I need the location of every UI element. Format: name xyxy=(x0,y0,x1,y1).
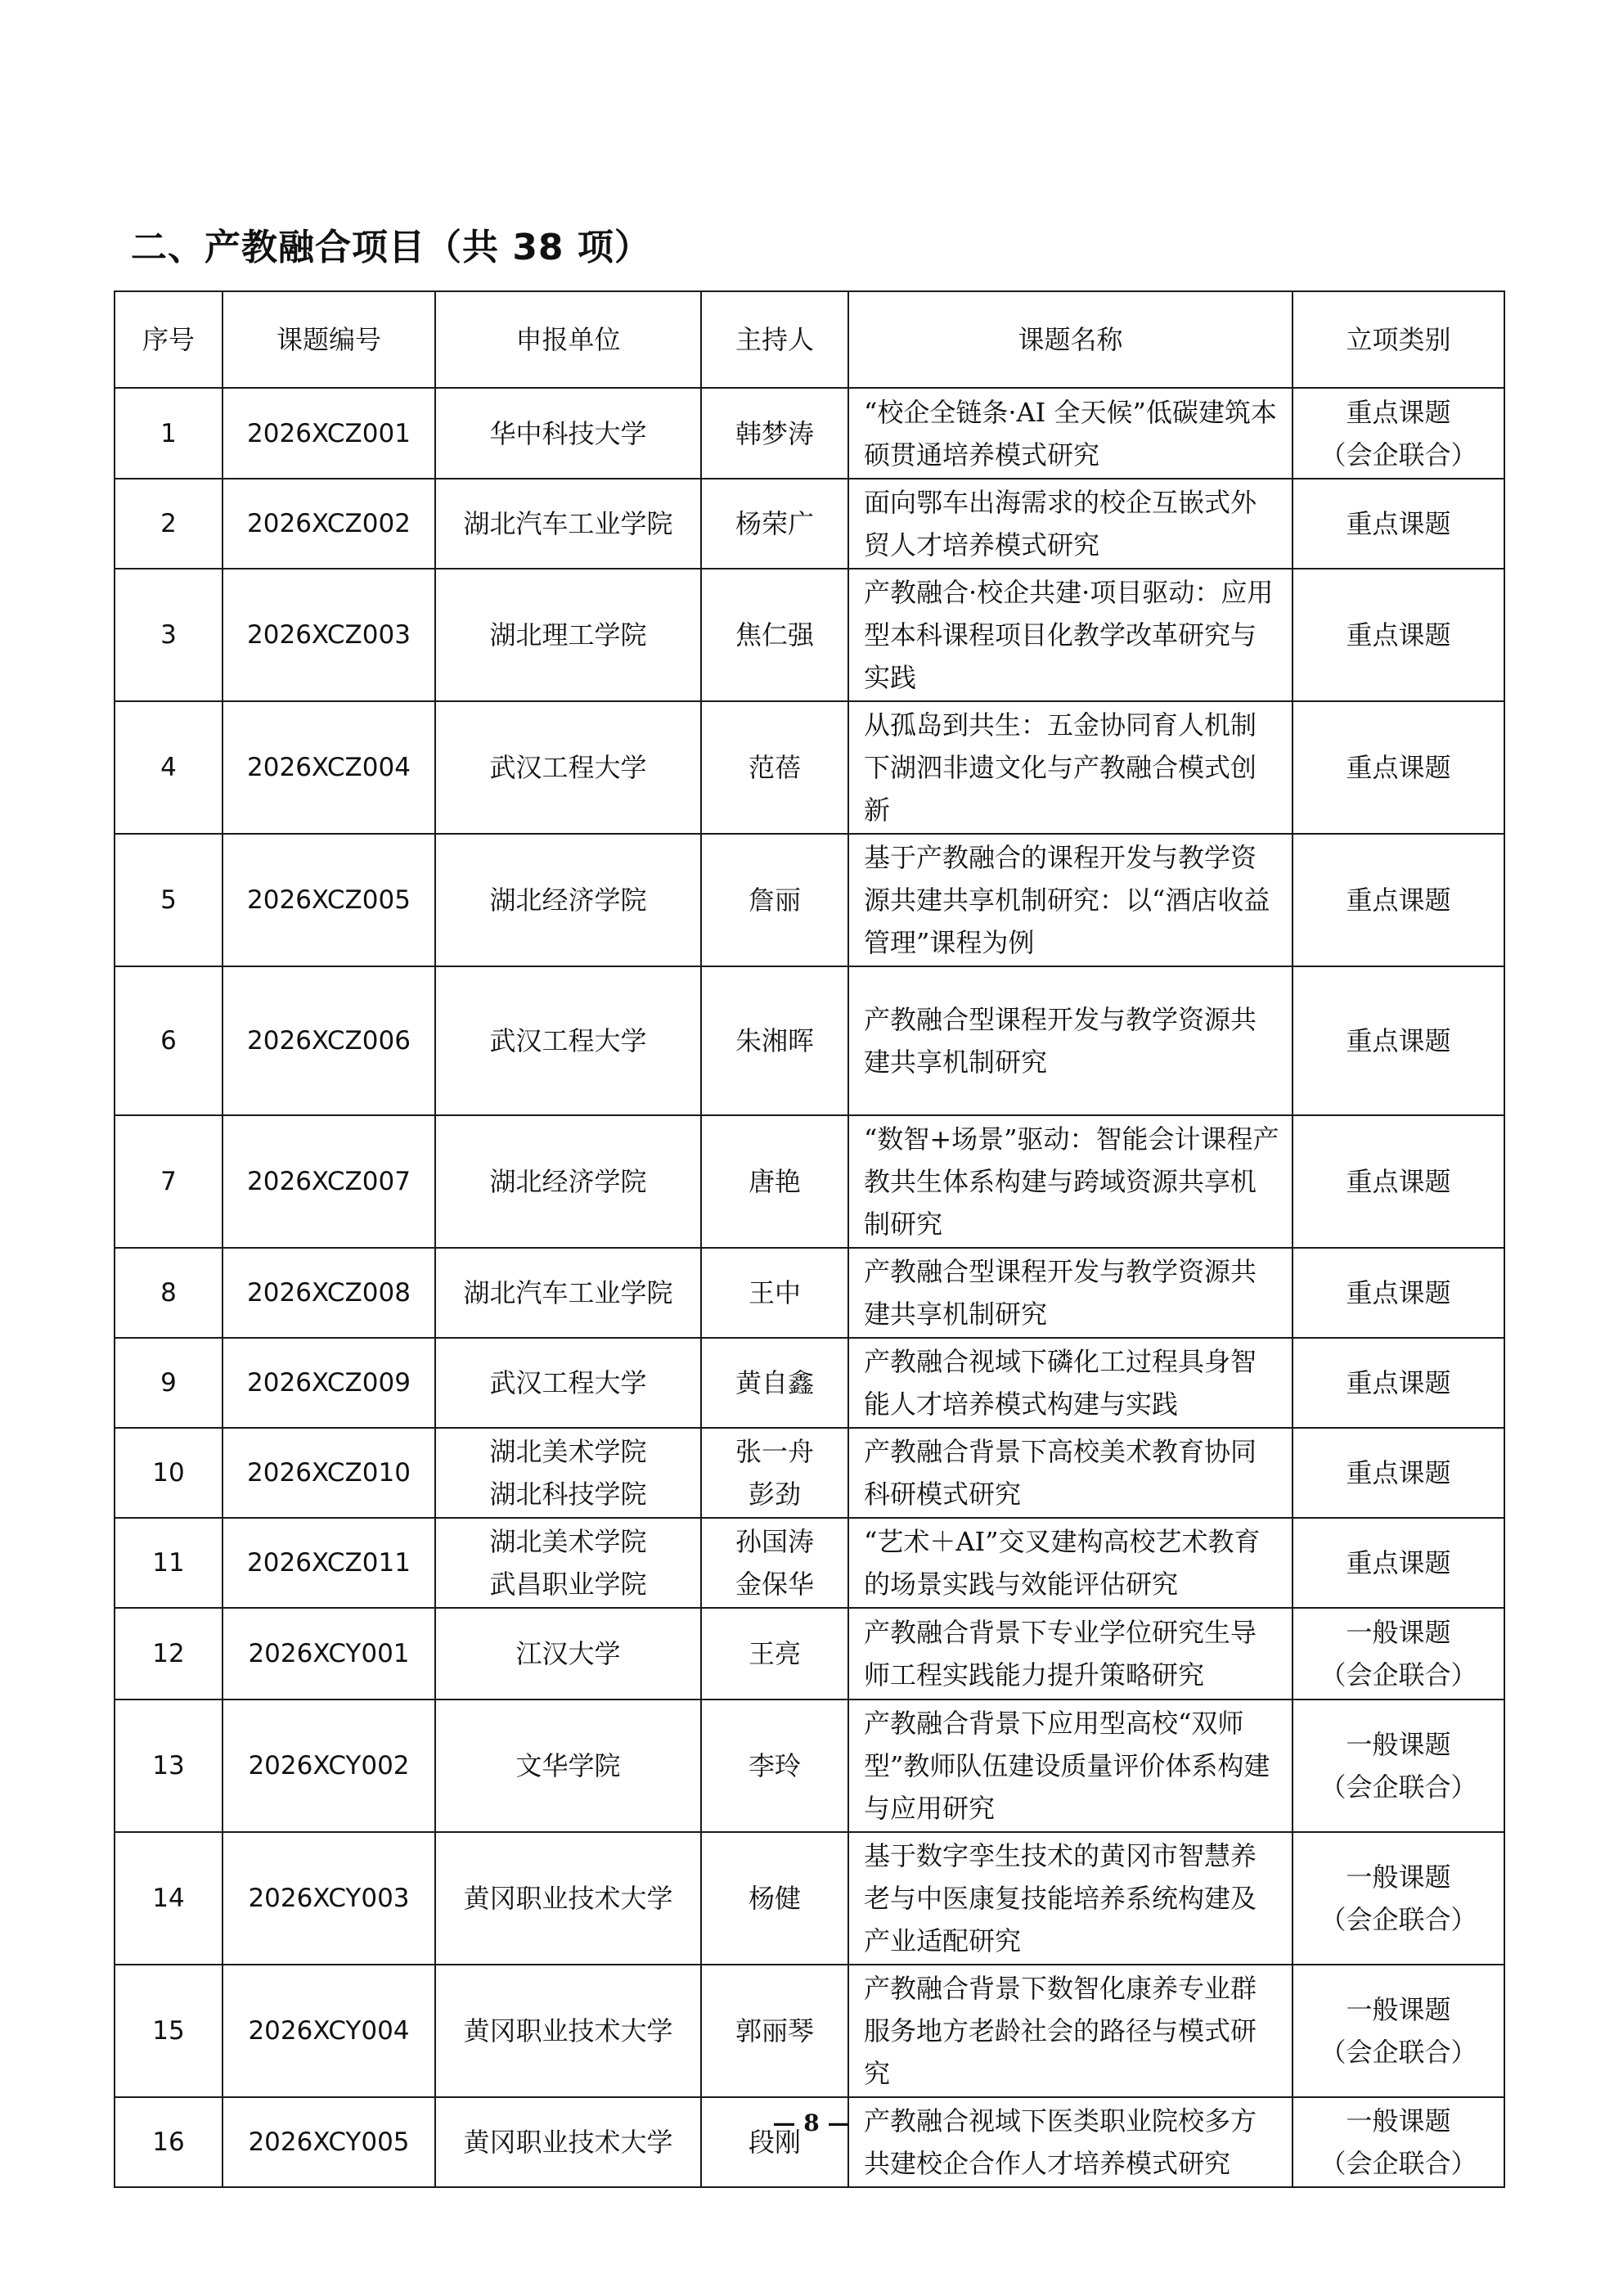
category-line: 重点课题 xyxy=(1346,1457,1451,1488)
cell-host xyxy=(701,1115,848,1248)
cell-category xyxy=(1293,1699,1504,1832)
category-line: 一般课题 xyxy=(1346,1617,1451,1648)
table-row xyxy=(115,1115,1504,1248)
cell-host xyxy=(701,569,848,701)
cell-host xyxy=(701,1428,848,1518)
cell-category xyxy=(1293,479,1504,569)
host-name: 王亮 xyxy=(748,1638,801,1669)
cell-category xyxy=(1293,1428,1504,1518)
cell-unit xyxy=(435,1699,701,1832)
cell-unit xyxy=(435,1965,701,2097)
unit-name: 湖北经济学院 xyxy=(489,1166,647,1197)
cell-code: 2026XCZ011 xyxy=(223,1518,435,1608)
unit-name: 湖北科技学院 xyxy=(489,1479,647,1510)
cell-no: 13 xyxy=(115,1699,223,1832)
cell-title: 产教融合型课程开发与教学资源共建共享机制研究 xyxy=(848,966,1293,1115)
cell-title: 产教融合·校企共建·项目驱动：应用型本科课程项目化教学改革研究与实践 xyxy=(848,569,1293,701)
cell-title: 产教融合型课程开发与教学资源共建共享机制研究 xyxy=(848,1248,1293,1338)
cell-no: 6 xyxy=(115,966,223,1115)
category-line: （会企联合） xyxy=(1320,2037,1477,2068)
host-name: 段刚 xyxy=(748,2127,801,2158)
table-row xyxy=(115,1699,1504,1832)
table-row xyxy=(115,966,1504,1115)
host-name: 焦仁强 xyxy=(735,619,814,651)
category-line: 重点课题 xyxy=(1346,1547,1451,1578)
page-number: — 8 — xyxy=(772,2109,851,2136)
category-line: 重点课题 xyxy=(1346,1025,1451,1056)
cell-no: 16 xyxy=(115,2097,223,2187)
host-name: 唐艳 xyxy=(748,1166,801,1197)
cell-category xyxy=(1293,1518,1504,1608)
table-row xyxy=(115,479,1504,569)
cell-code: 2026XCZ006 xyxy=(223,966,435,1115)
project-table xyxy=(114,290,1505,2188)
header-unit: 申报单位 xyxy=(435,291,701,388)
category-line: 一般课题 xyxy=(1346,1994,1451,2025)
category-line: （会企联合） xyxy=(1320,1772,1477,1803)
cell-no: 5 xyxy=(115,834,223,966)
table-row xyxy=(115,388,1504,479)
cell-title: 基于数字孪生技术的黄冈市智慧养老与中医康复技能培养系统构建及产业适配研究 xyxy=(848,1832,1293,1965)
cell-unit xyxy=(435,701,701,834)
cell-host xyxy=(701,1608,848,1699)
host-name: 朱湘晖 xyxy=(735,1025,814,1056)
cell-no: 12 xyxy=(115,1608,223,1699)
cell-category xyxy=(1293,1338,1504,1428)
cell-unit xyxy=(435,1608,701,1699)
cell-code: 2026XCZ007 xyxy=(223,1115,435,1248)
category-line: 一般课题 xyxy=(1346,2105,1451,2136)
cell-title: 从孤岛到共生：五金协同育人机制下湖泗非遗文化与产教融合模式创新 xyxy=(848,701,1293,834)
host-name: 张一舟 xyxy=(735,1436,814,1467)
cell-category xyxy=(1293,1965,1504,2097)
category-line: 重点课题 xyxy=(1346,752,1451,783)
cell-no: 10 xyxy=(115,1428,223,1518)
cell-category xyxy=(1293,569,1504,701)
cell-no: 7 xyxy=(115,1115,223,1248)
cell-code: 2026XCY005 xyxy=(223,2097,435,2187)
cell-title: “数智+场景”驱动：智能会计课程产教共生体系构建与跨域资源共享机制研究 xyxy=(848,1115,1293,1248)
cell-title: 面向鄂车出海需求的校企互嵌式外贸人才培养模式研究 xyxy=(848,479,1293,569)
cell-host xyxy=(701,1965,848,2097)
cell-code: 2026XCY004 xyxy=(223,1965,435,2097)
host-name: 王中 xyxy=(748,1277,801,1308)
host-name: 金保华 xyxy=(735,1569,814,1600)
cell-host xyxy=(701,966,848,1115)
cell-host xyxy=(701,834,848,966)
header-title: 课题名称 xyxy=(848,291,1293,388)
cell-host xyxy=(701,1248,848,1338)
cell-host xyxy=(701,1338,848,1428)
cell-title: “校企全链条·AI 全天候”低碳建筑本硕贯通培养模式研究 xyxy=(848,388,1293,479)
cell-category xyxy=(1293,834,1504,966)
cell-code: 2026XCZ008 xyxy=(223,1248,435,1338)
cell-category xyxy=(1293,1248,1504,1338)
unit-name: 武汉工程大学 xyxy=(489,1367,647,1398)
cell-code: 2026XCY003 xyxy=(223,1832,435,1965)
unit-name: 湖北汽车工业学院 xyxy=(463,1277,673,1308)
category-line: 重点课题 xyxy=(1346,885,1451,916)
unit-name: 湖北理工学院 xyxy=(489,619,647,651)
unit-name: 武汉工程大学 xyxy=(489,752,647,783)
cell-title: 产教融合视域下磷化工过程具身智能人才培养模式构建与实践 xyxy=(848,1338,1293,1428)
table-row xyxy=(115,569,1504,701)
cell-unit xyxy=(435,569,701,701)
cell-category xyxy=(1293,1832,1504,1965)
host-name: 郭丽琴 xyxy=(735,2015,814,2046)
category-line: （会企联合） xyxy=(1320,1904,1477,1935)
category-line: （会企联合） xyxy=(1320,1659,1477,1690)
cell-code: 2026XCZ010 xyxy=(223,1428,435,1518)
host-name: 李玲 xyxy=(748,1750,801,1781)
cell-unit xyxy=(435,388,701,479)
cell-category xyxy=(1293,1608,1504,1699)
unit-name: 黄冈职业技术大学 xyxy=(463,2015,673,2046)
cell-unit xyxy=(435,1248,701,1338)
category-line: 重点课题 xyxy=(1346,1367,1451,1398)
header-code: 课题编号 xyxy=(223,291,435,388)
cell-code: 2026XCZ003 xyxy=(223,569,435,701)
cell-unit xyxy=(435,1832,701,1965)
cell-host xyxy=(701,1518,848,1608)
cell-unit xyxy=(435,479,701,569)
cell-unit xyxy=(435,1518,701,1608)
cell-code: 2026XCZ001 xyxy=(223,388,435,479)
cell-category xyxy=(1293,966,1504,1115)
cell-no: 4 xyxy=(115,701,223,834)
unit-name: 武汉工程大学 xyxy=(489,1025,647,1056)
unit-name: 江汉大学 xyxy=(515,1638,621,1669)
header-no: 序号 xyxy=(115,291,223,388)
host-name: 詹丽 xyxy=(748,885,801,916)
category-line: 重点课题 xyxy=(1346,1166,1451,1197)
cell-code: 2026XCZ009 xyxy=(223,1338,435,1428)
host-name: 杨健 xyxy=(748,1883,801,1914)
cell-unit xyxy=(435,1338,701,1428)
cell-no: 14 xyxy=(115,1832,223,1965)
cell-category xyxy=(1293,701,1504,834)
unit-name: 华中科技大学 xyxy=(489,417,647,449)
cell-host xyxy=(701,701,848,834)
header-category: 立项类别 xyxy=(1293,291,1504,388)
cell-unit xyxy=(435,1428,701,1518)
cell-title: 产教融合背景下数智化康养专业群服务地方老龄社会的路径与模式研究 xyxy=(848,1965,1293,2097)
unit-name: 湖北经济学院 xyxy=(489,885,647,916)
cell-title: 产教融合背景下专业学位研究生导师工程实践能力提升策略研究 xyxy=(848,1608,1293,1699)
cell-title: 产教融合视域下医类职业院校多方共建校企合作人才培养模式研究 xyxy=(848,2097,1293,2187)
unit-name: 湖北美术学院 xyxy=(489,1526,647,1557)
table-row xyxy=(115,701,1504,834)
category-line: 重点课题 xyxy=(1346,508,1451,539)
category-line: （会企联合） xyxy=(1320,2148,1477,2179)
cell-no: 15 xyxy=(115,1965,223,2097)
cell-title: 产教融合背景下高校美术教育协同科研模式研究 xyxy=(848,1428,1293,1518)
cell-title: 基于产教融合的课程开发与教学资源共建共享机制研究：以“酒店收益管理”课程为例 xyxy=(848,834,1293,966)
cell-code: 2026XCZ002 xyxy=(223,479,435,569)
cell-category xyxy=(1293,1115,1504,1248)
cell-no: 8 xyxy=(115,1248,223,1338)
unit-name: 湖北美术学院 xyxy=(489,1436,647,1467)
page-title: 二、产教融合项目（共 38 项） xyxy=(131,227,651,268)
table-row xyxy=(115,1832,1504,1965)
table-body xyxy=(115,388,1504,2187)
cell-no: 3 xyxy=(115,569,223,701)
cell-no: 9 xyxy=(115,1338,223,1428)
cell-code: 2026XCY002 xyxy=(223,1699,435,1832)
cell-no: 1 xyxy=(115,388,223,479)
host-name: 韩梦涛 xyxy=(735,417,814,449)
table-row xyxy=(115,1518,1504,1608)
category-line: 重点课题 xyxy=(1346,619,1451,651)
unit-name: 湖北汽车工业学院 xyxy=(463,508,673,539)
header-host: 主持人 xyxy=(701,291,848,388)
table-row xyxy=(115,1608,1504,1699)
cell-code: 2026XCZ004 xyxy=(223,701,435,834)
table-row xyxy=(115,834,1504,966)
host-name: 范蓓 xyxy=(748,752,801,783)
category-line: 重点课题 xyxy=(1346,1277,1451,1308)
unit-name: 黄冈职业技术大学 xyxy=(463,2127,673,2158)
cell-category xyxy=(1293,388,1504,479)
table-header-row xyxy=(115,291,1504,388)
host-name: 黄自鑫 xyxy=(735,1367,814,1398)
cell-no: 2 xyxy=(115,479,223,569)
unit-name: 文华学院 xyxy=(515,1750,621,1781)
cell-unit xyxy=(435,966,701,1115)
cell-code: 2026XCZ005 xyxy=(223,834,435,966)
cell-unit xyxy=(435,834,701,966)
host-name: 杨荣广 xyxy=(735,508,814,539)
cell-no: 11 xyxy=(115,1518,223,1608)
cell-host xyxy=(701,1699,848,1832)
cell-title: “艺术＋AI”交叉建构高校艺术教育的场景实践与效能评估研究 xyxy=(848,1518,1293,1608)
unit-name: 黄冈职业技术大学 xyxy=(463,1883,673,1914)
cell-host xyxy=(701,1832,848,1965)
category-line: 一般课题 xyxy=(1346,1729,1451,1760)
cell-code: 2026XCY001 xyxy=(223,1608,435,1699)
cell-title: 产教融合背景下应用型高校“双师型”教师队伍建设质量评价体系构建与应用研究 xyxy=(848,1699,1293,1832)
cell-host xyxy=(701,479,848,569)
cell-unit xyxy=(435,1115,701,1248)
category-line: （会企联合） xyxy=(1320,439,1477,470)
category-line: 一般课题 xyxy=(1346,1862,1451,1893)
unit-name: 武昌职业学院 xyxy=(489,1569,647,1600)
cell-host xyxy=(701,388,848,479)
table-row xyxy=(115,1428,1504,1518)
host-name: 彭劲 xyxy=(748,1479,801,1510)
category-line: 重点课题 xyxy=(1346,396,1451,428)
table-row xyxy=(115,1248,1504,1338)
table-row xyxy=(115,1338,1504,1428)
host-name: 孙国涛 xyxy=(735,1526,814,1557)
table-row xyxy=(115,1965,1504,2097)
